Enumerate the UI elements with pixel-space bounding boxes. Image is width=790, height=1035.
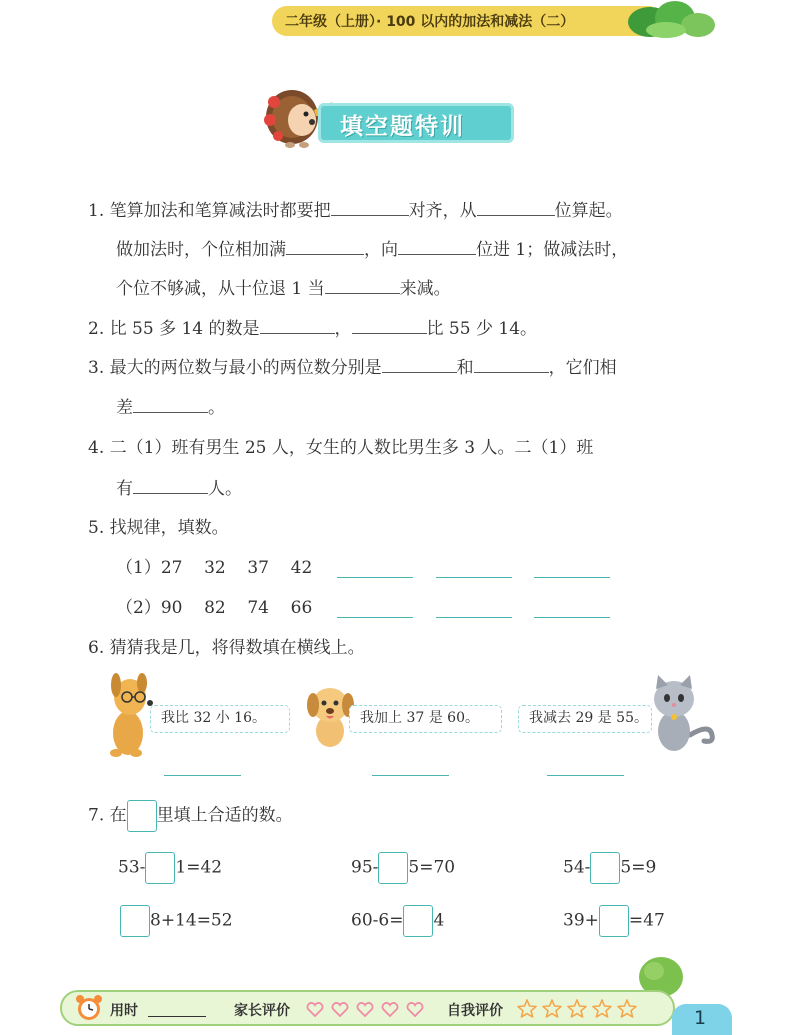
q2-text: ， bbox=[334, 319, 352, 339]
equation-text: 5=70 bbox=[408, 857, 456, 878]
answer-box[interactable] bbox=[599, 905, 629, 937]
cat-icon bbox=[640, 673, 720, 755]
q1-text: 个位不够减，从十位退 1 当 bbox=[116, 279, 325, 299]
answer-blank[interactable] bbox=[436, 577, 512, 578]
q4-text: 人。 bbox=[208, 479, 242, 499]
sequence-number: 42 bbox=[290, 558, 313, 578]
q1-text: 笔算加法和笔算减法时都要把 bbox=[109, 201, 331, 221]
sequence-number: 74 bbox=[247, 598, 269, 618]
sequence-number: 90 bbox=[160, 598, 183, 618]
q3-text: ，它们相 bbox=[548, 358, 617, 378]
row-label: （2） bbox=[116, 598, 161, 618]
q3-text: 。 bbox=[208, 398, 225, 418]
star-icon bbox=[618, 1000, 636, 1017]
answer-box[interactable] bbox=[127, 800, 157, 832]
q3-text: 差 bbox=[116, 398, 133, 418]
q4-text: 有 bbox=[116, 479, 133, 499]
answer-blank[interactable] bbox=[352, 319, 427, 334]
q1-text: 做加法时，个位相加满 bbox=[116, 240, 286, 260]
equation-text: 8+14=52 bbox=[150, 910, 233, 931]
q4-number: 4. bbox=[88, 438, 105, 458]
speech-bubble: 我比 32 小 16。 bbox=[150, 705, 290, 733]
q2-line bbox=[88, 318, 537, 340]
answer-blank[interactable] bbox=[436, 617, 512, 618]
q6-number: 6. bbox=[88, 638, 105, 658]
answer-blank[interactable] bbox=[331, 201, 409, 216]
sequence-number: 82 bbox=[204, 598, 226, 618]
q7-text: 在 bbox=[109, 805, 127, 826]
q5-title bbox=[88, 517, 229, 539]
answer-box[interactable] bbox=[403, 905, 433, 937]
star-icon bbox=[593, 1000, 611, 1017]
bush-icon bbox=[620, 0, 715, 38]
q7-text: 里填上合适的数。 bbox=[156, 805, 293, 826]
q2-text: 比 55 少 14。 bbox=[426, 319, 538, 339]
heart-icon bbox=[332, 1003, 347, 1016]
q1-line-3 bbox=[116, 278, 451, 300]
self-rating-stars[interactable] bbox=[516, 998, 646, 1020]
equation-text: 53- bbox=[118, 857, 146, 878]
star-icon bbox=[543, 1000, 561, 1017]
answer-blank[interactable] bbox=[260, 319, 335, 334]
answer-blank[interactable] bbox=[398, 240, 476, 255]
answer-blank[interactable] bbox=[337, 617, 413, 618]
q3-line-1 bbox=[88, 357, 617, 379]
heart-icon bbox=[307, 1003, 322, 1016]
equation-2 bbox=[351, 852, 455, 884]
speech-bubble: 我减去 29 是 55。 bbox=[518, 705, 652, 733]
q6-text: 猜猜我是几，将得数填在横线上。 bbox=[109, 638, 365, 658]
answer-box[interactable] bbox=[145, 852, 175, 884]
q1-text: 位进 1；做减法时， bbox=[476, 240, 629, 260]
equation-text: 1=42 bbox=[175, 857, 223, 878]
equation-text: =47 bbox=[628, 910, 665, 931]
sequence-number: 66 bbox=[290, 598, 313, 618]
q1-number: 1. bbox=[88, 201, 105, 221]
q2-number: 2. bbox=[88, 319, 105, 339]
q7-title bbox=[88, 800, 293, 832]
q3-text: 最大的两位数与最小的两位数分别是 bbox=[109, 358, 382, 378]
answer-blank[interactable] bbox=[133, 398, 208, 413]
star-icon bbox=[568, 1000, 586, 1017]
page-title: 填空题特训 bbox=[340, 114, 465, 140]
q5-row-2 bbox=[116, 597, 312, 619]
sequence-number: 32 bbox=[204, 558, 226, 578]
equation-text: 5=9 bbox=[620, 857, 657, 878]
answer-blank[interactable] bbox=[382, 358, 457, 373]
equation-6 bbox=[563, 905, 665, 937]
equation-text: 54- bbox=[563, 857, 591, 878]
equation-4 bbox=[120, 905, 233, 937]
q1-text: 来减。 bbox=[399, 279, 451, 299]
speech-bubble: 我加上 37 是 60。 bbox=[349, 705, 502, 733]
equation-text: 39+ bbox=[563, 910, 599, 931]
answer-box[interactable] bbox=[378, 852, 408, 884]
answer-blank[interactable] bbox=[372, 775, 449, 776]
answer-box[interactable] bbox=[120, 905, 150, 937]
answer-box[interactable] bbox=[590, 852, 620, 884]
q4-line-1 bbox=[88, 437, 593, 459]
equation-1 bbox=[118, 852, 222, 884]
q1-text: 对齐，从 bbox=[408, 201, 477, 221]
equation-text: 60-6= bbox=[351, 910, 404, 931]
q4-text: 二（1）班有男生 25 人，女生的人数比男生多 3 人。二（1）班 bbox=[109, 438, 594, 458]
time-label: 用时 bbox=[110, 1003, 138, 1019]
sequence-number: 27 bbox=[160, 558, 183, 578]
answer-blank[interactable] bbox=[477, 201, 555, 216]
heart-icon bbox=[407, 1003, 422, 1016]
q1-text: 位算起。 bbox=[554, 201, 623, 221]
answer-blank[interactable] bbox=[286, 240, 364, 255]
q3-text: 和 bbox=[456, 358, 474, 378]
time-input-line[interactable] bbox=[148, 1016, 206, 1017]
answer-blank[interactable] bbox=[133, 479, 208, 494]
q1-line-2 bbox=[116, 239, 628, 261]
answer-blank[interactable] bbox=[534, 577, 610, 578]
parent-rating-hearts[interactable] bbox=[305, 1000, 435, 1020]
q7-number: 7. bbox=[88, 805, 105, 826]
answer-blank[interactable] bbox=[337, 577, 413, 578]
answer-blank[interactable] bbox=[325, 279, 400, 294]
heart-icon bbox=[357, 1003, 372, 1016]
parent-eval-label: 家长评价 bbox=[234, 1003, 290, 1019]
header-title: 二年级（上册）· 100 以内的加法和减法（二） bbox=[285, 14, 575, 30]
answer-blank[interactable] bbox=[534, 617, 610, 618]
page-number: 1 bbox=[694, 1007, 707, 1029]
sequence-number: 37 bbox=[247, 558, 269, 578]
q1-line-1 bbox=[88, 200, 623, 222]
equation-3 bbox=[563, 852, 656, 884]
answer-blank[interactable] bbox=[164, 775, 241, 776]
answer-blank[interactable] bbox=[474, 358, 549, 373]
q6-title bbox=[88, 637, 365, 659]
q5-row-1 bbox=[116, 557, 312, 579]
equation-text: 95- bbox=[351, 857, 379, 878]
self-eval-label: 自我评价 bbox=[447, 1003, 503, 1019]
q5-text: 找规律，填数。 bbox=[109, 518, 229, 538]
q3-line-2 bbox=[116, 397, 225, 419]
equation-5 bbox=[351, 905, 444, 937]
q3-number: 3. bbox=[88, 358, 105, 378]
equation-text: 4 bbox=[433, 910, 445, 931]
heart-icon bbox=[382, 1003, 397, 1016]
row-label: （1） bbox=[116, 558, 161, 578]
answer-blank[interactable] bbox=[547, 775, 624, 776]
q2-text: 比 55 多 14 的数是 bbox=[109, 319, 260, 339]
star-icon bbox=[518, 1000, 536, 1017]
q4-line-2 bbox=[116, 478, 242, 500]
q1-text: ，向 bbox=[364, 240, 398, 260]
q5-number: 5. bbox=[88, 518, 105, 538]
alarm-clock-icon bbox=[74, 993, 104, 1023]
